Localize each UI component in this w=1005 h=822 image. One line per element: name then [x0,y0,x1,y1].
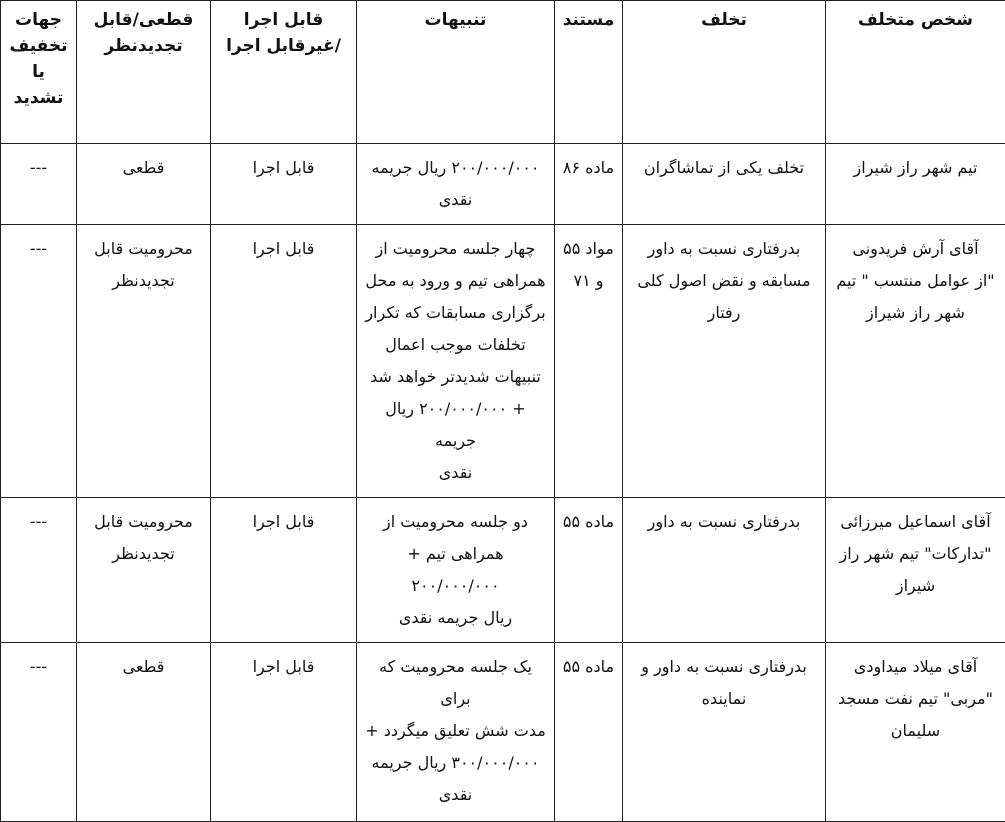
cell-basis: ماده ۵۵ [555,643,623,822]
cell-final: قطعی [77,643,211,822]
cell-person: تیم شهر راز شیراز [826,144,1005,225]
cell-final: قطعی [77,144,211,225]
cell-penalties: ۲۰۰/۰۰۰/۰۰۰ ریال جریمه نقدی [357,144,555,225]
cell-basis: ماده ۸۶ [555,144,623,225]
cell-executable: قابل اجرا [211,144,357,225]
cell-violation: بدرفتاری نسبت به داور [623,498,826,643]
table-row [1,643,1005,822]
cell-executable: قابل اجرا [211,498,357,643]
cell-final: محرومیت قابل تجدیدنظر [77,498,211,643]
cell-basis: مواد ۵۵ و ۷۱ [555,225,623,498]
cell-final: محرومیت قابل تجدیدنظر [77,225,211,498]
cell-penalties: چهار جلسه محرومیت از همراهی تیم و ورود به محل برگزاری مسابقات که تکرار تخلفات موجب اعمال تنبیهات شدیدتر خواهد شد + ۲۰۰/۰۰۰/۰۰۰ ریال جریمه نقدی [357,225,555,498]
table-row [1,225,1005,498]
cell-person: آقای اسماعیل میرزائی "تدارکات" تیم شهر راز شیراز [826,498,1005,643]
table-header-row [1,1,1005,144]
cell-person: آقای میلاد میداودی "مربی" تیم نفت مسجد سلیمان [826,643,1005,822]
cell-reduce: --- [1,498,77,643]
cell-reduce: --- [1,225,77,498]
header-reduce: جهات تخفیف یا تشدید [1,1,77,144]
cell-violation: بدرفتاری نسبت به داور و نماینده [623,643,826,822]
table-row [1,498,1005,643]
cell-penalties: دو جلسه محرومیت از همراهی تیم + ۲۰۰/۰۰۰/۰۰۰ ریال جریمه نقدی [357,498,555,643]
cell-violation: تخلف یکی از تماشاگران [623,144,826,225]
cell-person: آقای آرش فریدونی "از عوامل منتسب " تیم شهر راز شیراز [826,225,1005,498]
cell-executable: قابل اجرا [211,643,357,822]
cell-reduce: --- [1,144,77,225]
cell-penalties: یک جلسه محرومیت که برای مدت شش تعلیق میگردد + ۳۰۰/۰۰۰/۰۰۰ ریال جریمه نقدی [357,643,555,822]
cell-basis: ماده ۵۵ [555,498,623,643]
cell-reduce: --- [1,643,77,822]
header-violation: تخلف [623,1,826,144]
header-basis: مستند [555,1,623,144]
header-executable: قابل اجرا /غیرقابل اجرا [211,1,357,144]
cell-executable: قابل اجرا [211,225,357,498]
table-row [1,144,1005,225]
header-person: شخص متخلف [826,1,1005,144]
header-final: قطعی/قابل تجدیدنظر [77,1,211,144]
header-penalties: تنبیهات [357,1,555,144]
cell-violation: بدرفتاری نسبت به داور مسابقه و نقض اصول کلی رفتار [623,225,826,498]
